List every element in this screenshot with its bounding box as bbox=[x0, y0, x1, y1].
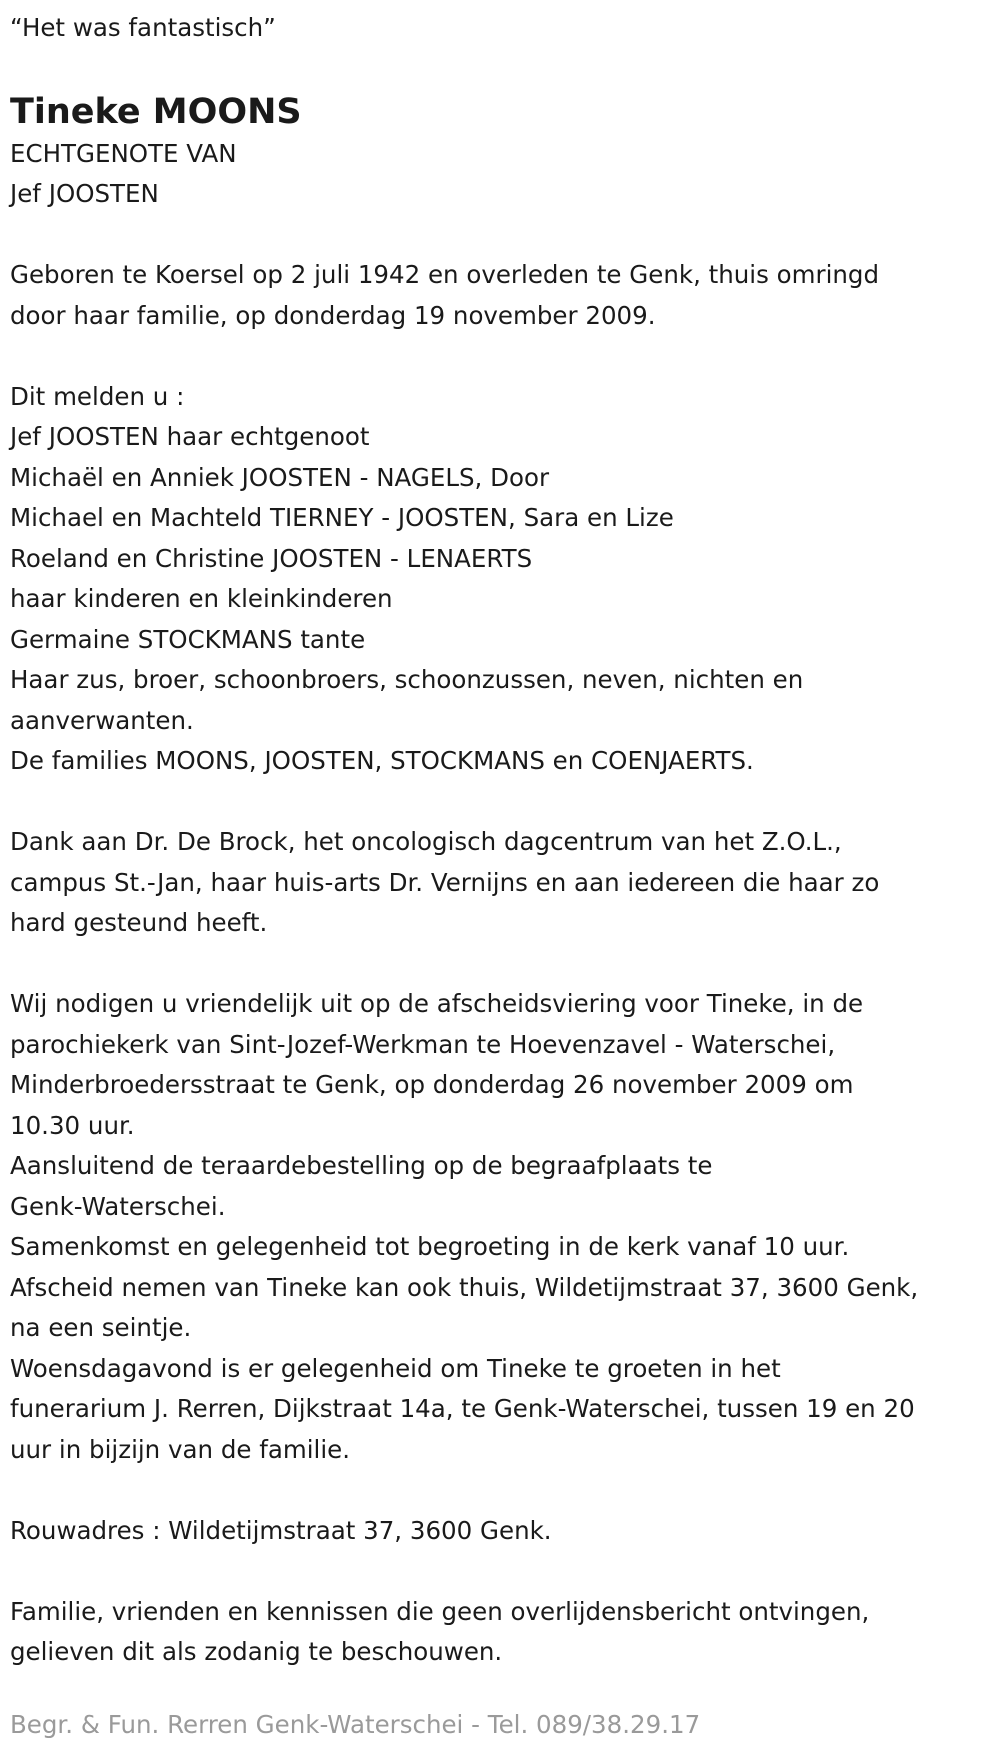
text-line: door haar familie, op donderdag 19 november 2009. bbox=[10, 300, 656, 330]
spacer bbox=[10, 215, 995, 256]
spacer bbox=[10, 1470, 995, 1511]
text-line: uur in bijzijn van de familie. bbox=[10, 1434, 351, 1464]
text-line: Dit melden u : bbox=[10, 381, 185, 411]
text-line: Michaël en Anniek JOOSTEN - NAGELS, Door bbox=[10, 462, 550, 492]
text-line: 10.30 uur. bbox=[10, 1110, 135, 1140]
announcers-paragraph bbox=[10, 377, 995, 782]
text-line: Aansluitend de teraardebestelling op de begraafplaats te bbox=[10, 1151, 713, 1180]
birth-death-paragraph bbox=[10, 255, 995, 336]
mourning-address: Rouwadres : Wildetijmstraat 37, 3600 Genk. bbox=[10, 1515, 552, 1545]
spacer bbox=[10, 944, 995, 985]
text-line: Michael en Machteld TIERNEY - JOOSTEN, Sara en Lize bbox=[10, 503, 674, 532]
text-line: Genk-Waterschei. bbox=[10, 1191, 226, 1221]
text-line: na een seintje. bbox=[10, 1313, 192, 1342]
text-line: Wij nodigen u vriendelijk uit op de afscheidsviering voor Tineke, in de bbox=[10, 989, 864, 1018]
text-line: Samenkomst en gelegenheid tot begroeting in de kerk vanaf 10 uur. bbox=[10, 1232, 850, 1261]
text-line: funerarium J. Rerren, Dijkstraat 14a, te Genk-Waterschei, tussen 19 en 20 bbox=[10, 1394, 915, 1423]
ceremony-paragraph bbox=[10, 984, 995, 1470]
thanks-paragraph bbox=[10, 822, 995, 944]
text-line: Germaine STOCKMANS tante bbox=[10, 624, 366, 654]
text-line: Woensdagavond is er gelegenheid om Tineke te groeten in het bbox=[10, 1353, 781, 1383]
spacer bbox=[10, 1551, 995, 1592]
text-line: Roeland en Christine JOOSTEN - LENAERTS bbox=[10, 543, 533, 573]
text-line: Minderbroedersstraat te Genk, op donderdag 26 november 2009 om bbox=[10, 1070, 854, 1099]
spouse-name: Jef JOOSTEN bbox=[10, 179, 159, 208]
text-line: haar kinderen en kleinkinderen bbox=[10, 584, 393, 613]
funeral-home-footer: Begr. & Fun. Rerren Genk-Waterschei - Tel. 089/38.29.17 bbox=[10, 1710, 701, 1739]
text-line: hard gesteund heeft. bbox=[10, 908, 268, 937]
text-line: gelieven dit als zodanig te beschouwen. bbox=[10, 1637, 503, 1666]
text-line: Haar zus, broer, schoonbroers, schoonzussen, neven, nichten en bbox=[10, 665, 804, 694]
text-line: aanverwanten. bbox=[10, 705, 194, 735]
text-line: parochiekerk van Sint-Jozef-Werkman te Hoevenzavel - Waterschei, bbox=[10, 1029, 836, 1059]
text-line: Geboren te Koersel op 2 juli 1942 en overleden te Genk, thuis omringd bbox=[10, 260, 880, 289]
quote: “Het was fantastisch” bbox=[10, 13, 276, 42]
spacer bbox=[10, 782, 995, 823]
death-notice bbox=[10, 8, 995, 1673]
text-line: Afscheid nemen van Tineke kan ook thuis, Wildetijmstraat 37, 3600 Genk, bbox=[10, 1272, 919, 1302]
text-line: Jef JOOSTEN haar echtgenoot bbox=[10, 422, 370, 451]
spouse-label: ECHTGENOTE VAN bbox=[10, 138, 237, 168]
text-line: Familie, vrienden en kennissen die geen overlijdensbericht ontvingen, bbox=[10, 1596, 870, 1626]
text-line: Dank aan Dr. De Brock, het oncologisch dagcentrum van het Z.O.L., bbox=[10, 827, 842, 856]
spacer bbox=[10, 336, 995, 377]
text-line: De families MOONS, JOOSTEN, STOCKMANS en COENJAERTS. bbox=[10, 746, 754, 775]
closing-paragraph bbox=[10, 1592, 995, 1673]
text-line: campus St.-Jan, haar huis-arts Dr. Vernijns en aan iedereen die haar zo bbox=[10, 867, 880, 897]
deceased-name: Tineke MOONS bbox=[10, 91, 302, 132]
